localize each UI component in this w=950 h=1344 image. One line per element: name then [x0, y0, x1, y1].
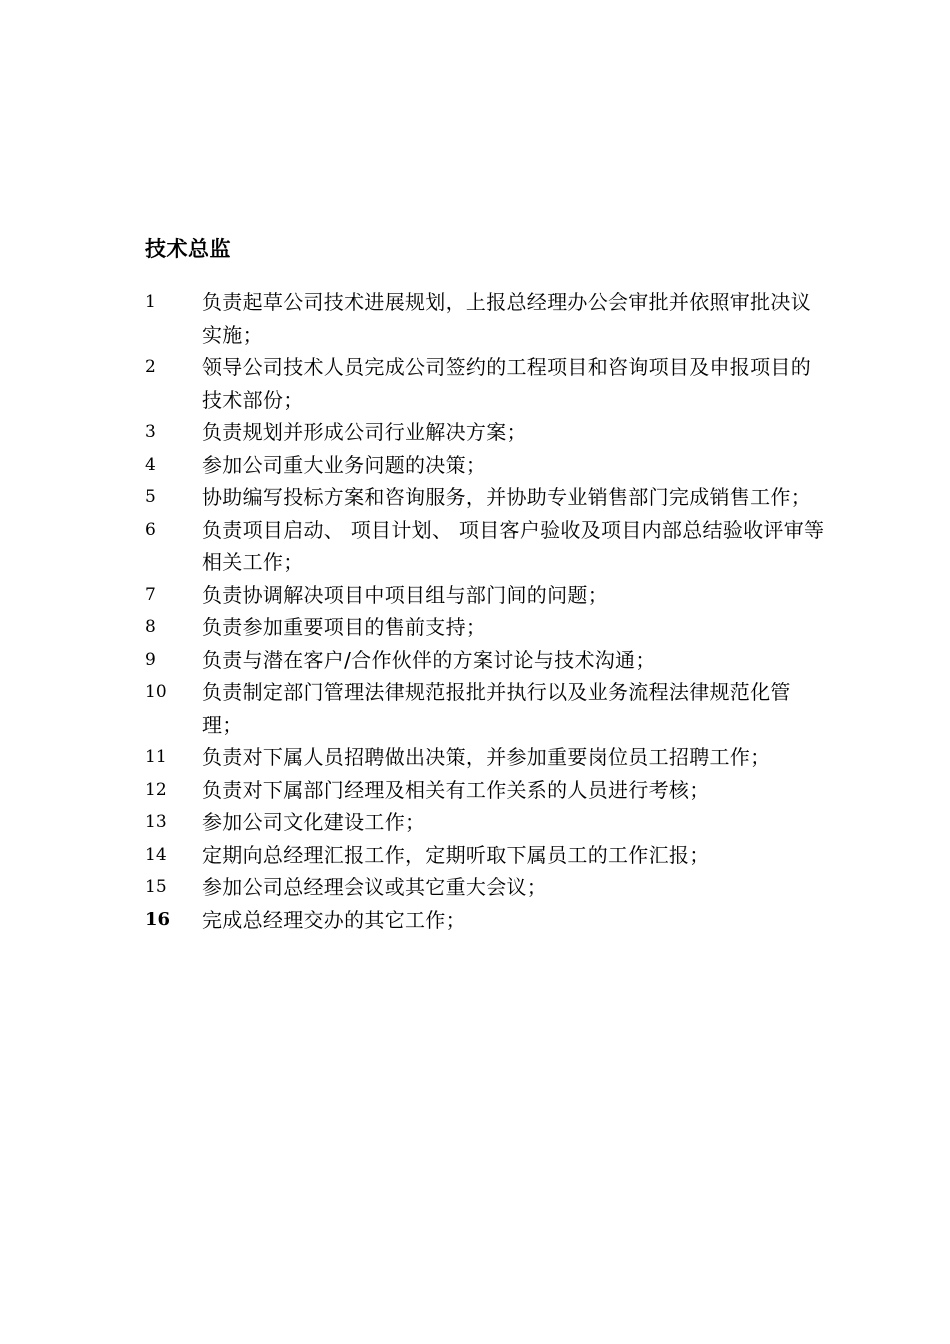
list-item	[145, 514, 825, 579]
list-item	[145, 904, 825, 937]
list-item	[145, 676, 825, 741]
item-number: 5	[145, 487, 156, 507]
item-text: 负责制定部门管理法律规范报批并执行以及业务流程法律规范化管理；	[202, 680, 791, 737]
item-text: 负责规划并形成公司行业解决方案；	[202, 420, 527, 444]
list-item	[145, 579, 825, 612]
item-number: 3	[145, 422, 156, 442]
list-item	[145, 481, 825, 514]
item-text: 负责参加重要项目的售前支持；	[202, 615, 487, 639]
list-item	[145, 351, 825, 416]
list-item	[145, 449, 825, 482]
list-item	[145, 774, 825, 807]
item-number: 13	[145, 812, 167, 832]
list-item	[145, 741, 825, 774]
duty-list	[145, 286, 825, 936]
item-number: 16	[145, 908, 171, 930]
item-number: 2	[145, 357, 156, 377]
list-item	[145, 839, 825, 872]
item-text: 协助编写投标方案和咨询服务，并协助专业销售部门完成销售工作；	[202, 485, 811, 509]
list-item	[145, 286, 825, 351]
item-number: 12	[145, 779, 167, 800]
item-text: 定期向总经理汇报工作，定期听取下属员工的工作汇报；	[202, 842, 710, 867]
item-number: 7	[145, 584, 156, 605]
item-number: 8	[145, 617, 156, 637]
item-text: 领导公司技术人员完成公司签约的工程项目和咨询项目及申报项目的技术部份；	[202, 355, 811, 412]
item-text: 负责起草公司技术进展规划，上报总经理办公会审批并依照审批决议实施；	[202, 290, 811, 347]
item-text: 参加公司文化建设工作；	[202, 810, 426, 834]
item-number: 9	[145, 649, 156, 670]
item-text: 参加公司总经理会议或其它重大会议；	[202, 875, 548, 899]
item-number: 4	[145, 454, 156, 475]
list-item	[145, 644, 825, 677]
item-number: 6	[145, 519, 156, 540]
item-number: 10	[145, 682, 167, 702]
item-number: 11	[145, 747, 167, 767]
list-item	[145, 806, 825, 839]
item-text: 参加公司重大业务问题的决策；	[202, 452, 487, 477]
list-item	[145, 611, 825, 644]
list-item	[145, 871, 825, 904]
item-number: 15	[145, 877, 167, 897]
page-title: 技术总监	[145, 237, 231, 261]
item-text: 负责对下属人员招聘做出决策，并参加重要岗位员工招聘工作；	[202, 745, 771, 769]
item-text: 负责对下属部门经理及相关有工作关系的人员进行考核；	[202, 777, 710, 802]
item-text: 完成总经理交办的其它工作；	[202, 907, 466, 932]
item-number: 1	[145, 292, 156, 312]
item-text: 负责与潜在客户/合作伙伴的方案讨论与技术沟通；	[202, 647, 656, 672]
item-number: 14	[145, 844, 167, 865]
list-item	[145, 416, 825, 449]
item-text: 负责协调解决项目中项目组与部门间的问题；	[202, 582, 608, 607]
item-text: 负责项目启动、 项目计划、 项目客户验收及项目内部总结验收评审等相关工作；	[202, 517, 825, 574]
